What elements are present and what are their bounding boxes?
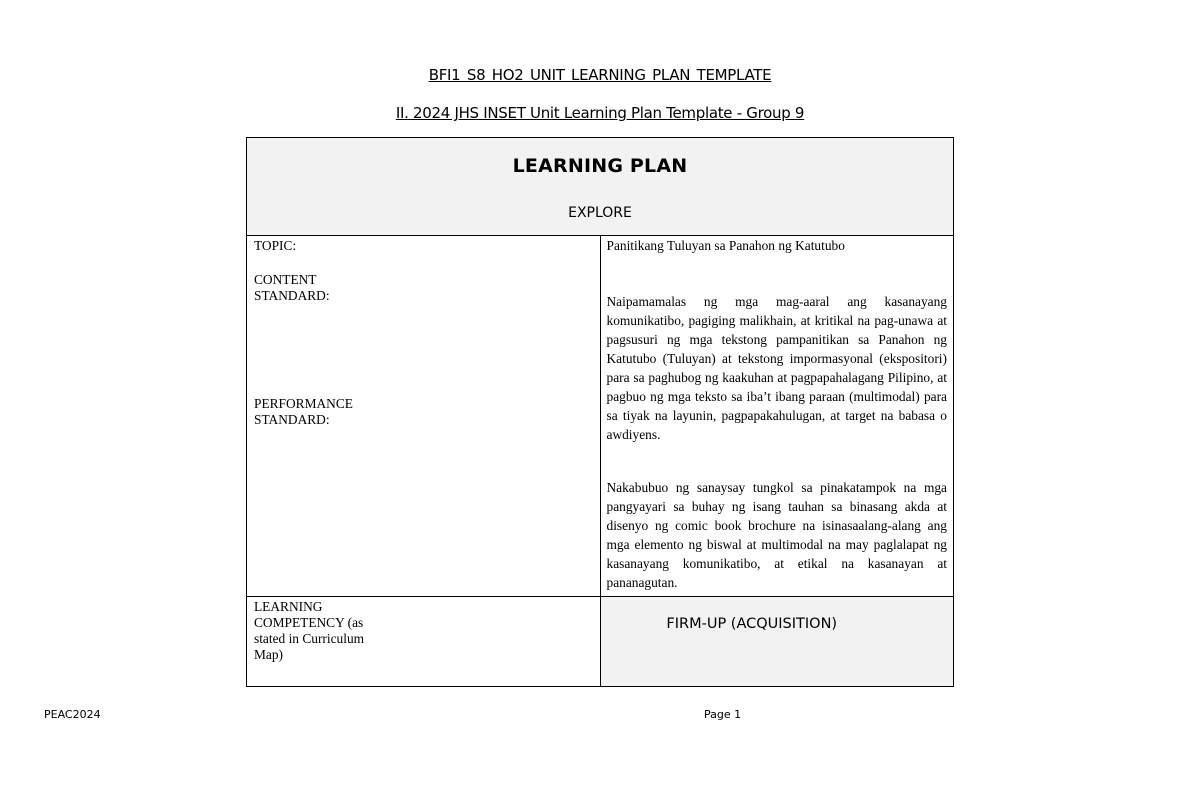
performance-standard-label-line1: PERFORMANCE	[254, 396, 353, 411]
topic-value: Panitikang Tuluyan sa Panahon ng Katutubo	[606, 238, 845, 253]
learning-plan-title: LEARNING PLAN	[512, 155, 688, 177]
explore-heading: EXPLORE	[568, 205, 632, 221]
competency-label-line2	[254, 615, 600, 631]
content-standard-label-line2: STANDARD:	[254, 288, 330, 303]
topic-label: TOPIC:	[254, 238, 297, 253]
competency-label-word: COMPETENCY	[254, 615, 345, 630]
standards-row	[247, 236, 954, 597]
competency-label-as: (as	[344, 615, 364, 630]
learning-plan-header-cell	[247, 138, 954, 236]
firmup-cell	[600, 597, 954, 687]
learning-plan-table	[246, 137, 954, 687]
performance-standard-label-line2: STANDARD:	[254, 412, 330, 427]
competency-label-line4: Map)	[254, 647, 284, 662]
document-title: BFI1 S8 HO2 UNIT LEARNING PLAN TEMPLATE	[428, 66, 772, 84]
standards-label-cell	[247, 236, 601, 597]
standards-value-cell	[600, 236, 954, 597]
content-standard-label-line1: CONTENT	[254, 272, 317, 287]
firmup-heading: FIRM-UP (ACQUISITION)	[666, 616, 838, 632]
performance-standard-value: Nakabubuo ng sanaysay tungkol sa pinakatampok na mga pangyayari sa buhay ng isang tauhan sa binasang akda at disenyo ng comic book brochure na isinasaalang-alang ang mga elemento ng biswal at multimodal na may paglalapat ng kasanayang komunikatibo, at etikal na kasanayan at pananagutan.	[606, 480, 947, 590]
header-row	[247, 138, 954, 236]
footer-peac: PEAC2024	[44, 708, 101, 721]
competency-row	[247, 597, 954, 687]
document-subtitle: II. 2024 JHS INSET Unit Learning Plan Template - Group 9	[395, 104, 805, 122]
footer-page-number: Page 1	[704, 708, 742, 721]
competency-label-line3: stated in Curriculum	[254, 631, 365, 646]
competency-label-cell	[247, 597, 601, 687]
content-standard-value: Naipamamalas ng mga mag-aaral ang kasanayang komunikatibo, pagiging malikhain, at kritikal na pag-unawa at pagsusuri ng mga tekstong pampanitikan sa Panahon ng Katutubo (Tuluyan) at tekstong impormasyonal (ekspositori) para sa paghubog ng kaakuhan at pagpapahalagang Pilipino, at pagbuo ng mga teksto sa iba’t ibang paraan (multimodal) para sa tiyak na layunin, pagpapakahulugan, at target na babasa o awdiyens.	[606, 294, 947, 442]
competency-label-line1: LEARNING	[254, 599, 323, 614]
